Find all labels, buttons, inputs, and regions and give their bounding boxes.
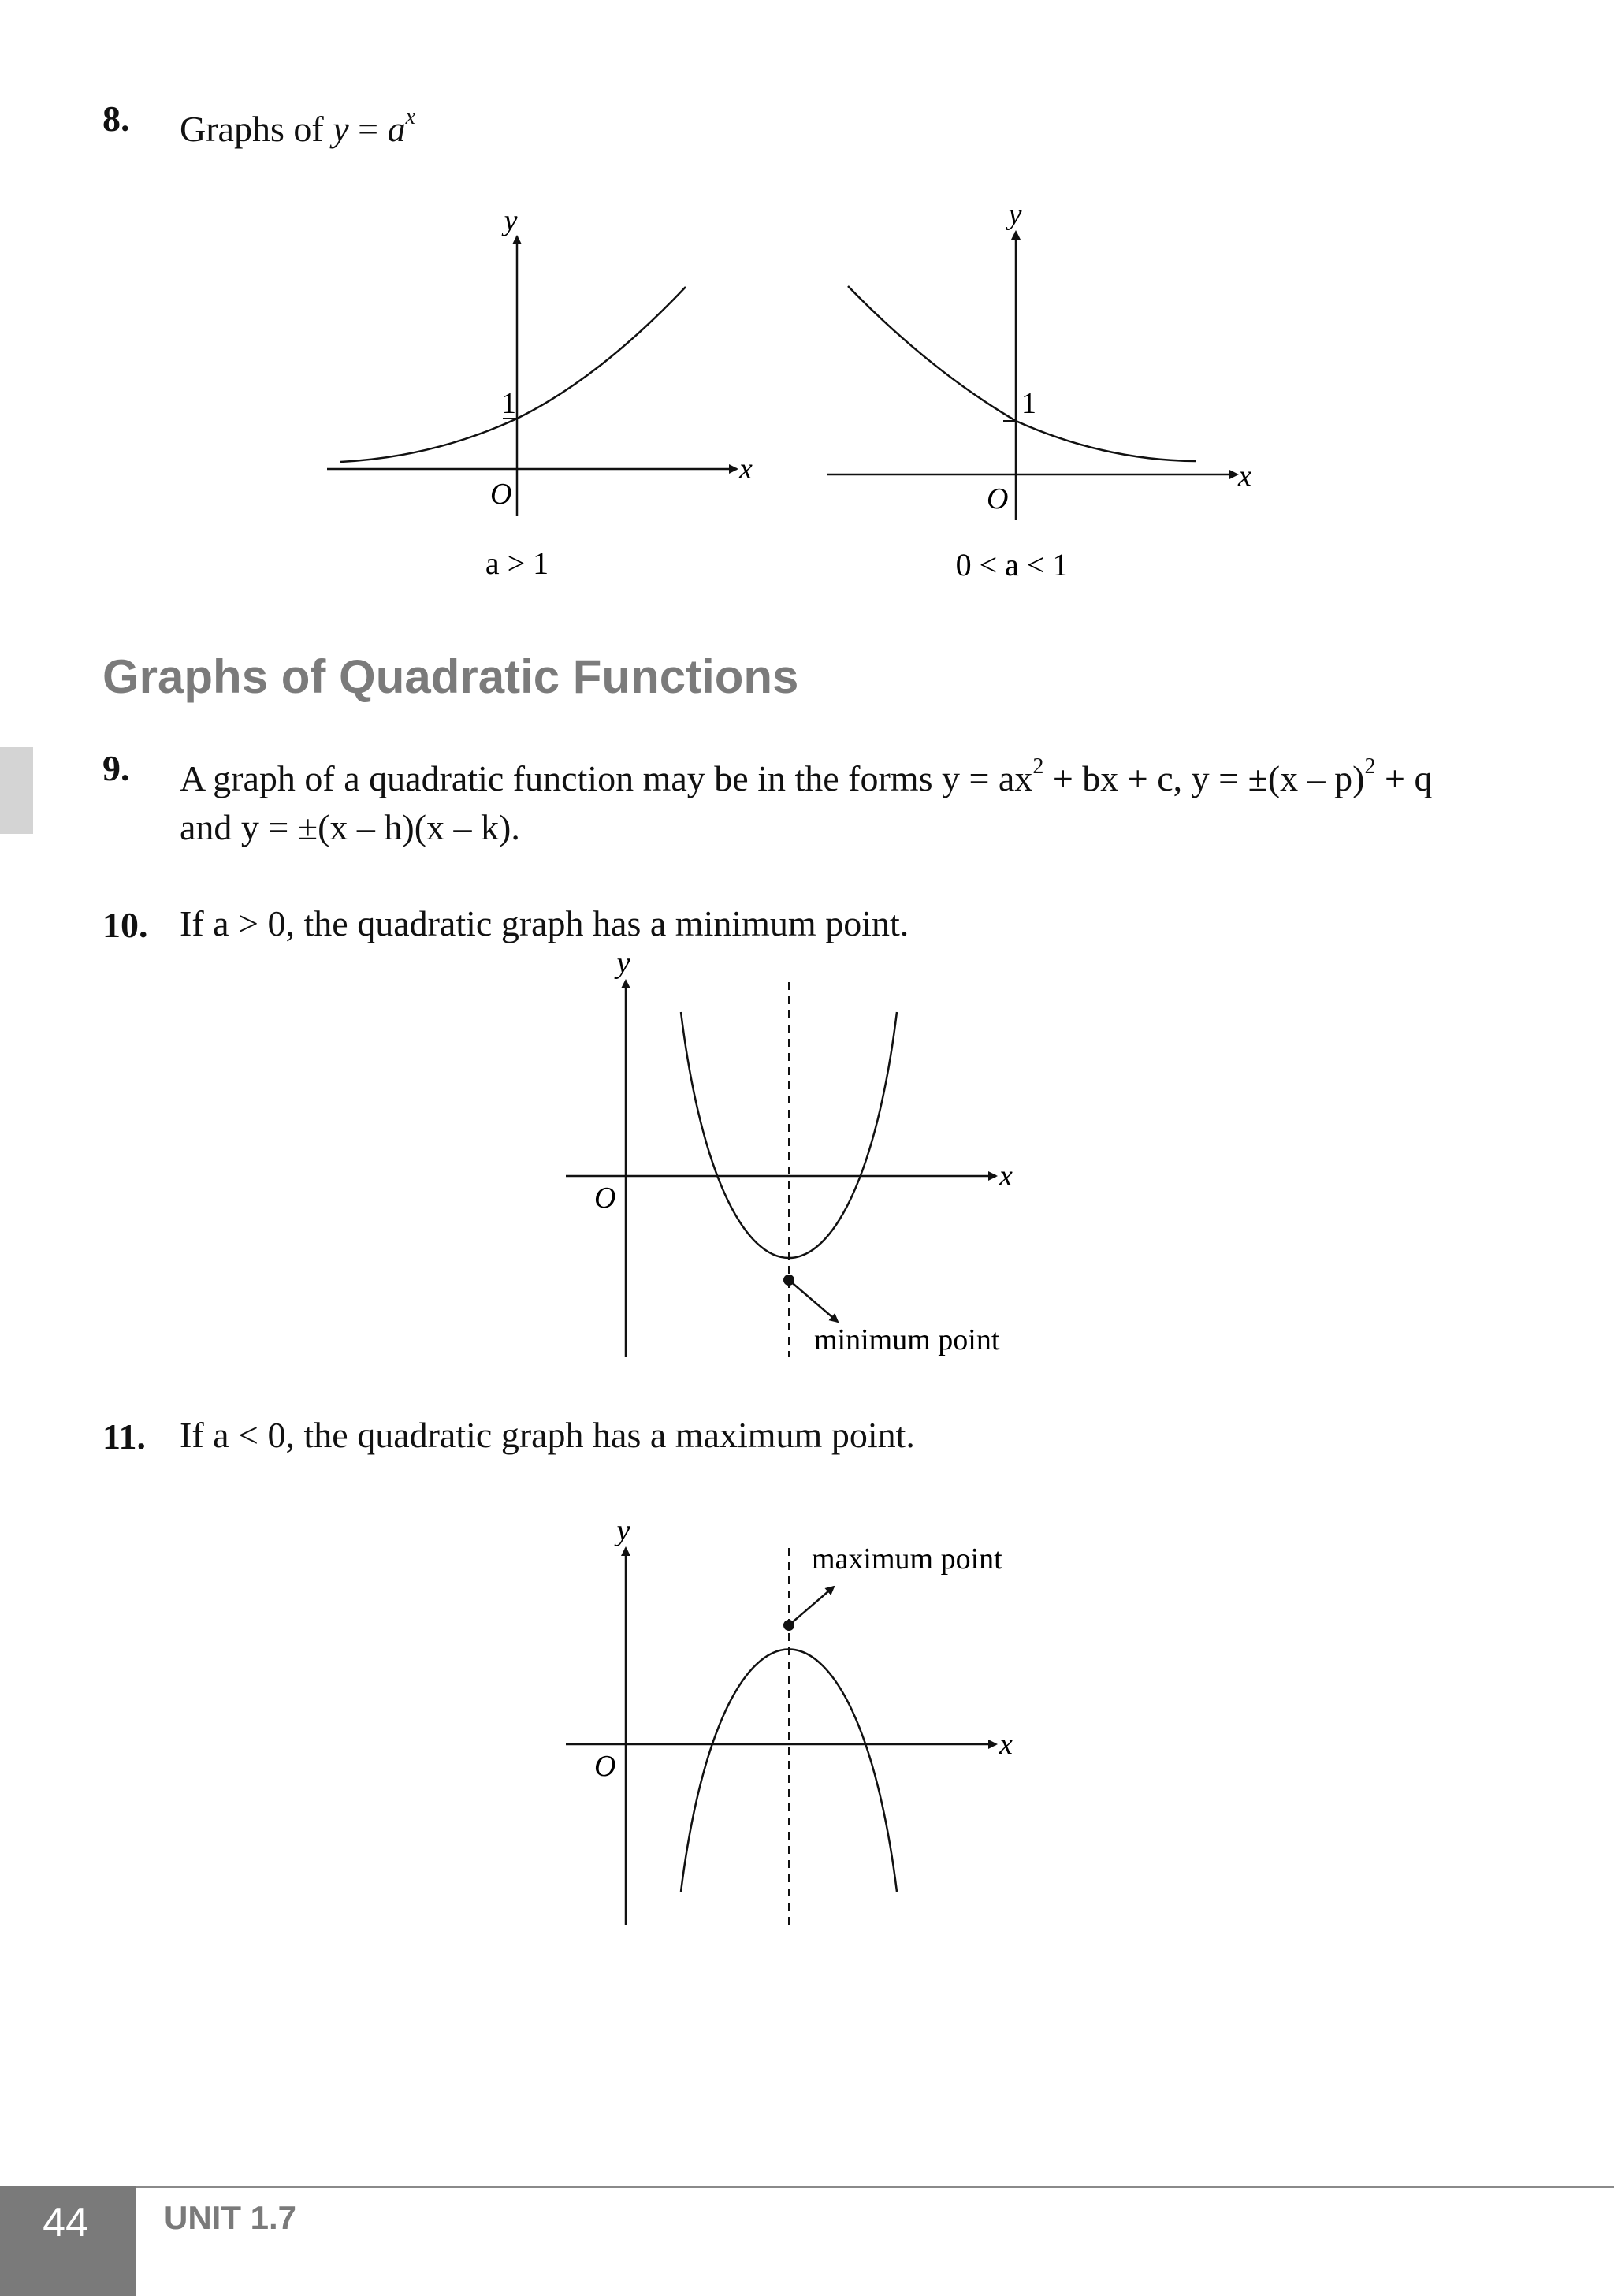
item-8-eq-equals: = bbox=[348, 109, 388, 149]
item-9-line-1a: A graph of a quadratic function may be in the forms y = ax bbox=[180, 758, 1033, 798]
x-axis-label: x bbox=[739, 452, 753, 486]
graph-exp-growth bbox=[315, 197, 788, 591]
item-11-text: If a < 0, the quadratic graph has a maximum point. bbox=[180, 1415, 915, 1455]
maximum-point-label: maximum point bbox=[812, 1542, 1002, 1576]
graph-quadratic-maximum bbox=[552, 1505, 1056, 1931]
item-9-line-1c: + q bbox=[1375, 758, 1433, 798]
exp-growth-curve bbox=[340, 287, 686, 462]
item-9-line-1b: + bx + c, y = ±(x – p) bbox=[1043, 758, 1365, 798]
item-8-eq-exp: x bbox=[405, 105, 415, 129]
origin-label: O bbox=[987, 482, 1009, 515]
item-9-line-1 bbox=[180, 742, 1598, 803]
caption: a > 1 bbox=[485, 545, 549, 581]
maximum-point-arrow bbox=[789, 1587, 834, 1625]
item-8-number: 8. bbox=[102, 99, 130, 139]
y-axis-label: y bbox=[616, 1514, 630, 1547]
exp-decay-curve bbox=[848, 286, 1196, 461]
intercept-label: 1 bbox=[1021, 387, 1036, 420]
graph-quadratic-minimum bbox=[552, 946, 1056, 1371]
graph-exp-decay bbox=[812, 197, 1285, 591]
y-axis-label: y bbox=[1008, 198, 1022, 231]
origin-label: O bbox=[490, 478, 512, 511]
page-number: 44 bbox=[43, 2200, 88, 2246]
y-axis-label: y bbox=[616, 947, 630, 980]
x-axis-label: x bbox=[1238, 460, 1251, 493]
caption: 0 < a < 1 bbox=[955, 547, 1069, 582]
parabola-up bbox=[681, 1012, 897, 1258]
item-9-sup-1: 2 bbox=[1032, 754, 1044, 779]
item-8-eq-a: a bbox=[387, 109, 406, 149]
origin-label: O bbox=[594, 1181, 616, 1215]
item-9-line-2: and y = ±(x – h)(x – k). bbox=[180, 807, 520, 847]
minimum-point-label: minimum point bbox=[814, 1323, 1000, 1356]
item-10-number: 10. bbox=[102, 905, 148, 945]
x-axis-label: x bbox=[999, 1159, 1013, 1193]
section-heading: Graphs of Quadratic Functions bbox=[102, 650, 799, 703]
side-tab bbox=[0, 747, 33, 834]
item-8-label: Graphs of bbox=[180, 109, 333, 149]
parabola-down bbox=[681, 1650, 897, 1892]
item-9-number: 9. bbox=[102, 748, 130, 788]
intercept-label: 1 bbox=[501, 387, 516, 420]
minimum-point-arrow bbox=[789, 1280, 838, 1322]
origin-label: O bbox=[594, 1750, 616, 1783]
item-9-sup-2: 2 bbox=[1364, 754, 1376, 779]
item-11-number: 11. bbox=[102, 1416, 146, 1457]
y-axis-label: y bbox=[504, 204, 518, 237]
footer-rule bbox=[134, 2186, 1614, 2188]
x-axis-label: x bbox=[999, 1728, 1013, 1761]
item-10-text: If a > 0, the quadratic graph has a minimum point. bbox=[180, 903, 909, 943]
unit-label: UNIT 1.7 bbox=[164, 2199, 297, 2236]
item-8-text bbox=[180, 93, 415, 154]
item-9-text bbox=[180, 742, 1598, 852]
item-8-eq-y: y bbox=[333, 109, 349, 149]
